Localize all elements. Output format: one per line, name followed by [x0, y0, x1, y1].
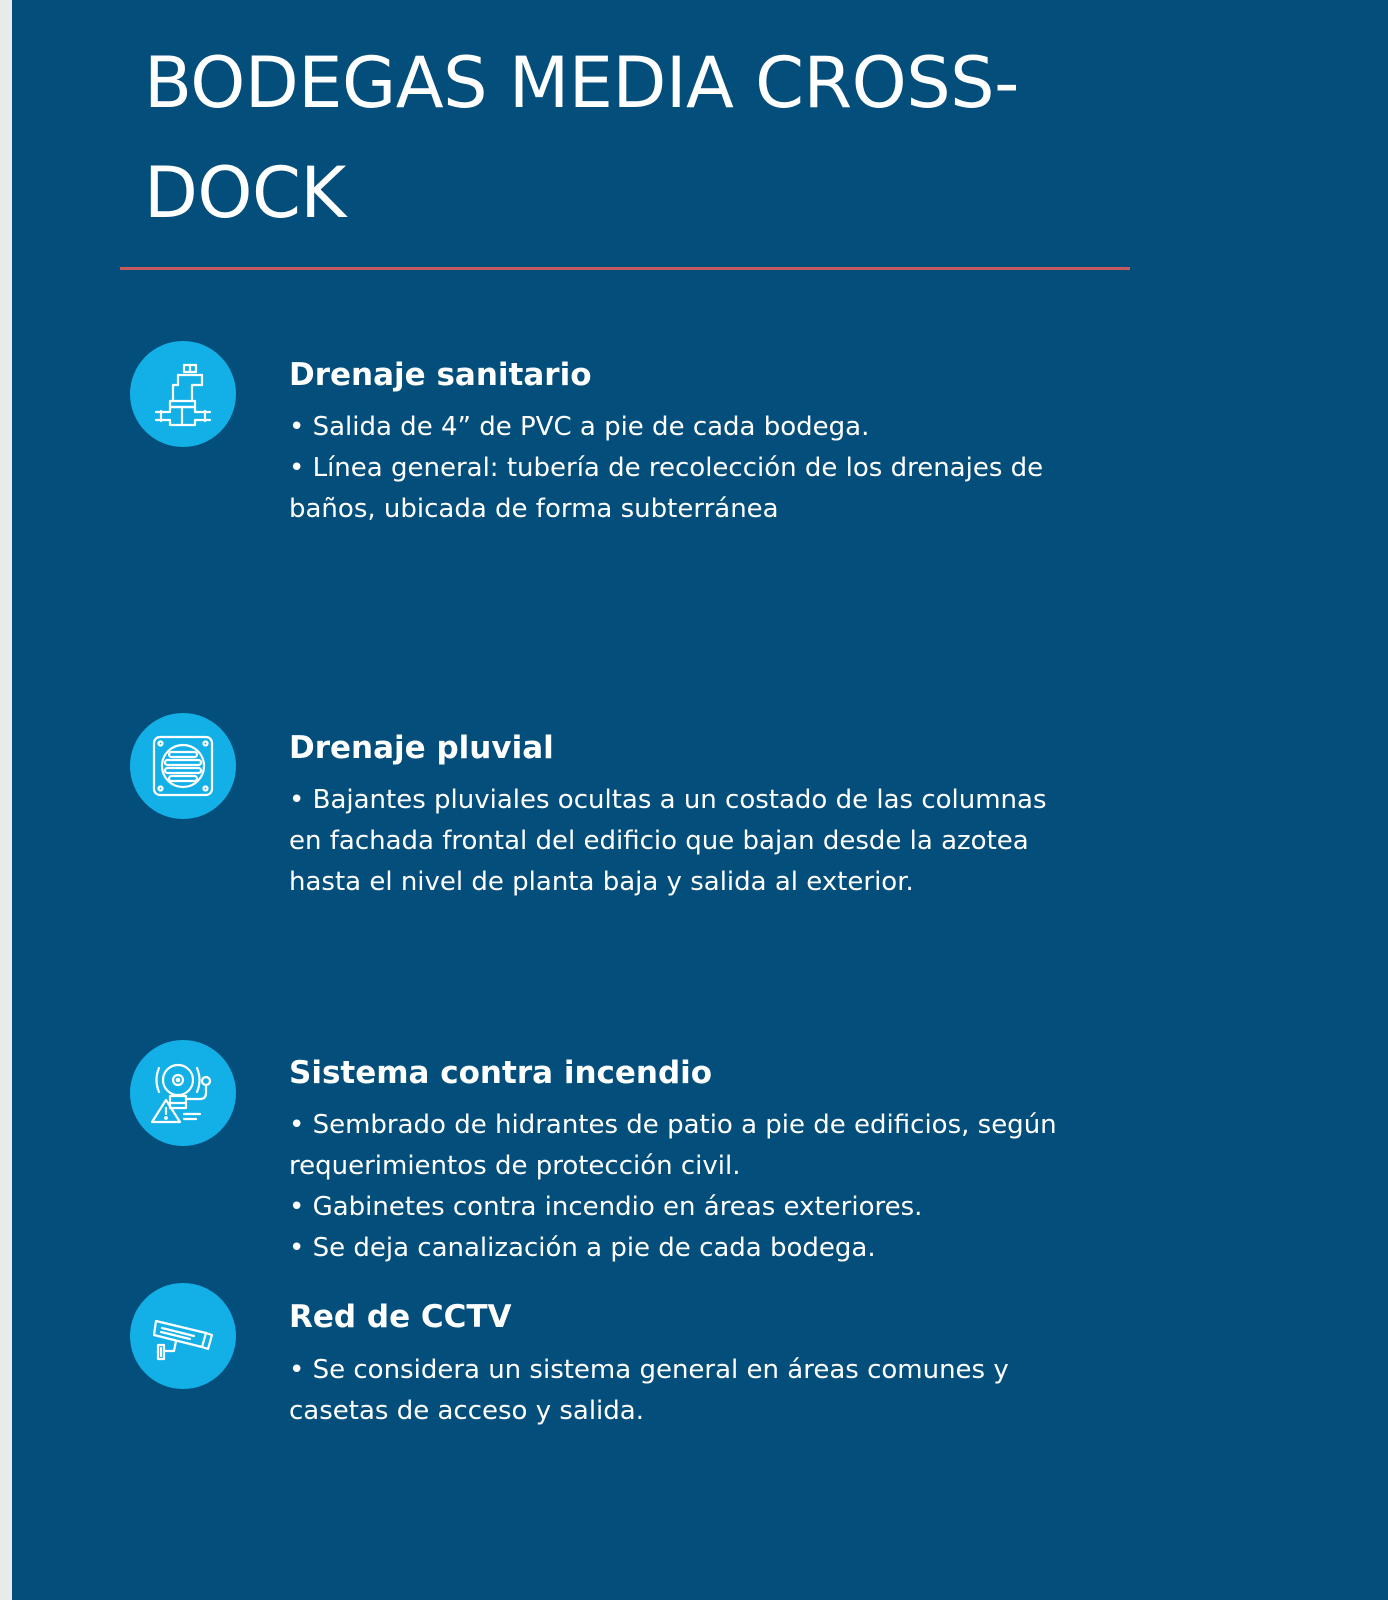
floor-drain-icon — [130, 713, 236, 819]
bullet-item: • Salida de 4” de PVC a pie de cada bodega. — [289, 412, 870, 442]
document-page — [12, 0, 1388, 1600]
fire-alarm-icon — [130, 1040, 236, 1146]
security-camera-icon — [130, 1283, 236, 1389]
bullet-item: • Sembrado de hidrantes de patio a pie de edificios, según requerimientos de protección civil. — [289, 1110, 1057, 1181]
bullet-item: • Línea general: tubería de recolección de los drenajes de baños, ubicada de forma subterránea — [289, 453, 1044, 524]
section-heading: Sistema contra incendio — [289, 1055, 713, 1091]
section-heading: Red de CCTV — [289, 1299, 512, 1335]
bullet-list — [289, 1350, 1079, 1432]
bullet-item: • Gabinetes contra incendio en áreas exteriores. — [289, 1192, 923, 1222]
section-heading: Drenaje sanitario — [289, 357, 592, 393]
bullet-item: • Se deja canalización a pie de cada bodega. — [289, 1233, 876, 1263]
bullet-list — [289, 407, 1079, 530]
title-divider — [120, 267, 1130, 270]
bullet-item: • Se considera un sistema general en áreas comunes y casetas de acceso y salida. — [289, 1355, 1009, 1426]
bullet-item: • Bajantes pluviales ocultas a un costado de las columnas en fachada frontal del edificio que bajan desde la azotea hasta el nivel de planta baja y salida al exterior. — [289, 785, 1047, 897]
section-heading: Drenaje pluvial — [289, 730, 554, 766]
pipe-icon — [130, 341, 236, 447]
bullet-list — [289, 1105, 1079, 1269]
page-title: BODEGAS MEDIA CROSS-DOCK — [144, 42, 1019, 234]
bullet-list — [289, 780, 1079, 903]
